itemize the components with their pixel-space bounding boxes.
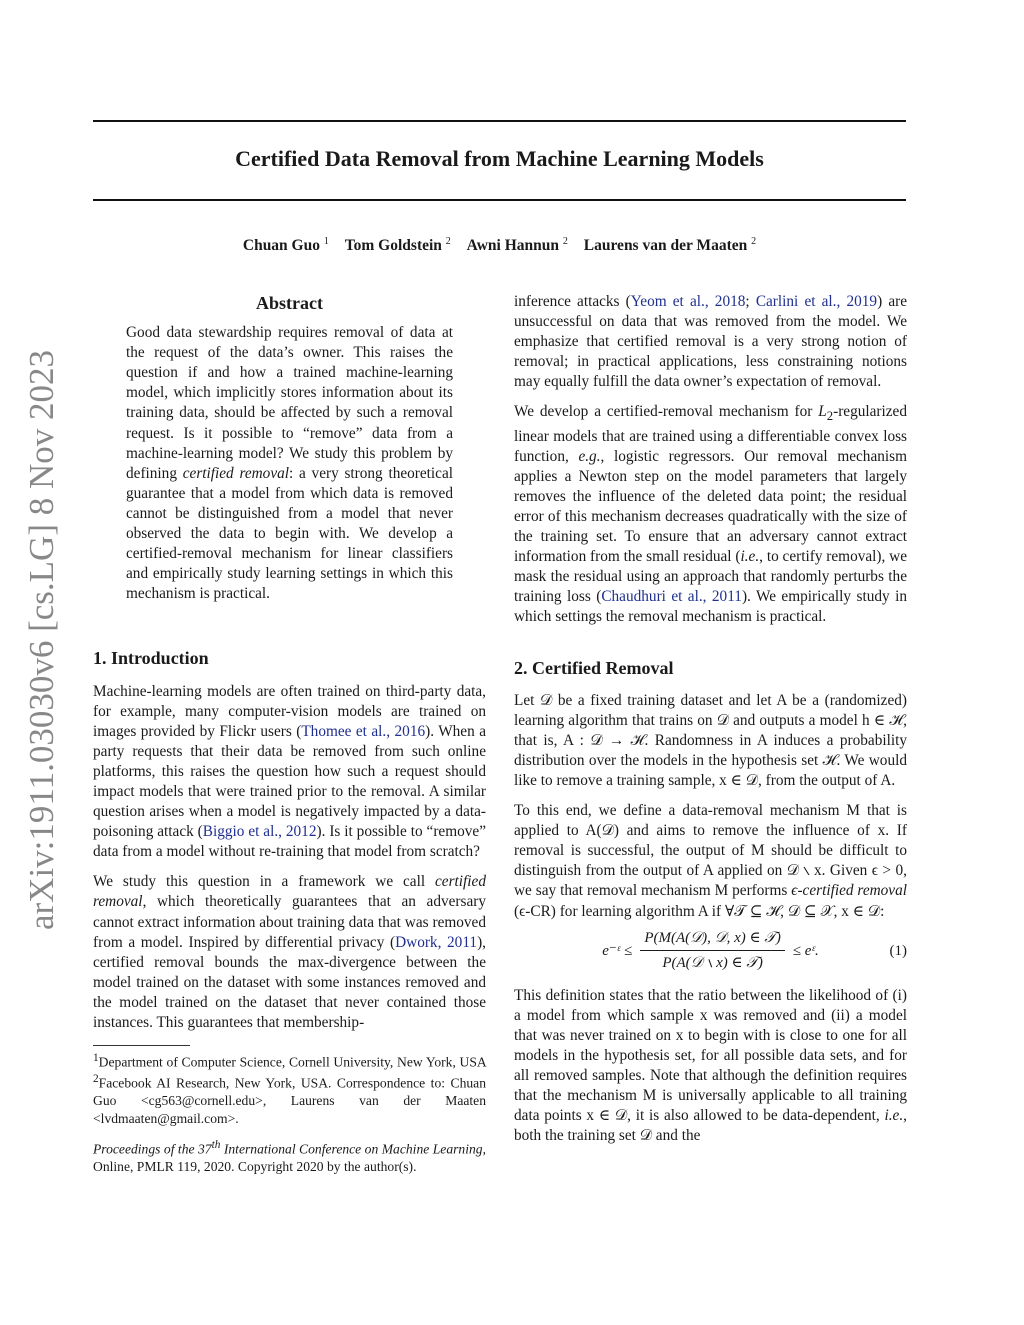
- arxiv-identifier: arXiv:1911.03030v6 [cs.LG] 8 Nov 2023: [22, 349, 61, 931]
- equation-rhs: ≤ eᵋ.: [792, 942, 819, 959]
- sec2-paragraph-1: Let 𝒟 be a fixed training dataset and let A be a (randomized) learning algorithm that trains on 𝒟 and outputs a model h ∈ ℋ, that is, A : 𝒟 → ℋ. Randomness in A induces a probability distribution over the models in the hypothesis set ℋ. We would like to remove a training sample, x ∈ 𝒟, from the output of A.: [514, 691, 907, 790]
- citation-link[interactable]: Biggio et al., 2012: [202, 823, 317, 841]
- author: Chuan Guo $^1$: [242, 236, 329, 255]
- footnote-rule: [93, 1045, 190, 1046]
- author: Tom Goldstein $^2$: [344, 236, 451, 255]
- paper-title: Certified Data Removal from Machine Learning Models: [235, 146, 764, 171]
- author: Laurens van der Maaten $^2$: [583, 236, 757, 255]
- author: Awni Hannun $^2$: [466, 236, 568, 255]
- equation-numerator: P(M(A(𝒟), 𝒟, x) ∈ 𝒯): [640, 928, 784, 951]
- sec2-paragraph-3: This definition states that the ratio between the likelihood of (i) a model from which sample x was removed and (ii) a model that was never trained on x to begin with is close to one for all models in the hypothesis set, for all possible data sets, and for all removed samples. Note that although the definition requires that the mechanism M is universally applicable to all training data points x ∈ 𝒟, it is also allowed to be data-dependent, i.e., both the training set 𝒟 and the: [514, 986, 907, 1145]
- title-bottom-rule: [93, 199, 906, 201]
- section-heading-certified-removal: 2. Certified Removal: [514, 657, 674, 678]
- citation-link[interactable]: Carlini et al., 2019: [755, 293, 878, 310]
- citation-link[interactable]: Dwork, 2011: [395, 933, 478, 951]
- footnotes: [93, 1050, 486, 1176]
- equation-denominator: P(A(𝒟 ∖ x) ∈ 𝒯): [662, 955, 763, 972]
- right-column: [514, 292, 907, 1156]
- equation-number: (1): [889, 942, 907, 959]
- affiliation-footnote: $^1$Department of Computer Science, Cornell University, New York, USA $^2$Facebook AI Research, New York, USA. Correspondence to: Chuan Guo <cg563@cornell.edu>, Laurens van der Maaten <lvdmaaten@gmail.com>.: [93, 1052, 486, 1126]
- left-column: [93, 293, 486, 1186]
- intro-paragraph-2: We study this question in a framework we call certified removal, which theoretically guarantees that an adversary cannot extract information about training data that was removed from a model. Inspired by differential privacy (Dwork, 2011), certified removal bounds the max-divergence between the model trained on the dataset with some instances removed and the model trained on the dataset that never contained those instances. This guarantees that membership-: [93, 873, 486, 1031]
- citation-link[interactable]: Yeom et al., 2018: [630, 293, 746, 310]
- abstract-body: [126, 323, 453, 604]
- intro-paragraph-4: We develop a certified-removal mechanism for $L_2$-regularized linear models that are trained using a differentiable convex loss function, e.g., logistic regressors. Our removal mechanism applies a Newton step on the model parameters that largely removes the influence of the deleted data point; the residual error of this mechanism decreases quadratically with the size of the training set. To ensure that an adversary cannot extract information from the small residual (i.e., to certify removal), we mask the residual using an approach that randomly perturbs the training loss (Chaudhuri et al., 2011). We empirically study in which settings the removal mechanism is practical.: [514, 403, 908, 626]
- citation-link[interactable]: Thomee et al., 2016: [301, 722, 426, 740]
- intro-paragraph-3: inference attacks (Yeom et al., 2018; Carlini et al., 2019) are unsuccessful on data that was removed from the model. We emphasize that certified removal is a very strong notion of removal; in practical applications, less constraining notions may equally fulfill the data owner’s expectation of removal.: [514, 293, 907, 391]
- section-heading-introduction: 1. Introduction: [93, 648, 209, 669]
- equation-fraction: [640, 928, 784, 973]
- top-rule: [93, 120, 906, 122]
- equation-1: [514, 924, 907, 978]
- citation-link[interactable]: Chaudhuri et al., 2011: [601, 588, 742, 606]
- abstract-text: Good data stewardship requires removal of data at the request of the data’s owner. This raises the question if and how a trained machine-learning model, which implicitly stores information about its training data, should be affected by such a removal request. Is it possible to “remove” data from a machine-learning model? We study this problem by defining certified removal: a very strong theoretical guarantee that a model from which data is removed cannot be distinguished from a model that never observed the data to begin with. We develop a certified-removal mechanism for linear classifiers and empirically study learning settings in which this mechanism is practical.: [126, 324, 454, 603]
- proceedings-footnote: Proceedings of the 37th International Conference on Machine Learning, Online, PMLR 119, 2020. Copyright 2020 by the author(s).: [93, 1139, 486, 1175]
- sec2-paragraph-2: To this end, we define a data-removal mechanism M that is applied to A(𝒟) and aims to remove the influence of x. If removal is successful, the output of M should be difficult to distinguish from the output of A applied on 𝒟 ∖ x. Given ϵ > 0, we say that removal mechanism M performs ϵ-certified removal (ϵ-CR) for learning algorithm A if ∀𝒯 ⊆ ℋ, 𝒟 ⊆ 𝒳, x ∈ 𝒟:: [514, 802, 907, 920]
- abstract-heading: Abstract: [256, 293, 323, 313]
- intro-paragraph-1: Machine-learning models are often trained on third-party data, for example, many computer-vision models are trained on images provided by Flickr users (Thomee et al., 2016). When a party requests that their data be removed from such online platforms, this raises the question how such a request should impact models that were trained prior to the removal. A similar question arises when a model is negatively impacted by a data-poisoning attack (Biggio et al., 2012). Is it possible to “remove” data from a model without re-training that model from scratch?: [93, 682, 486, 861]
- author-list: [93, 236, 906, 255]
- equation-lhs: e⁻ᵋ ≤: [602, 942, 633, 959]
